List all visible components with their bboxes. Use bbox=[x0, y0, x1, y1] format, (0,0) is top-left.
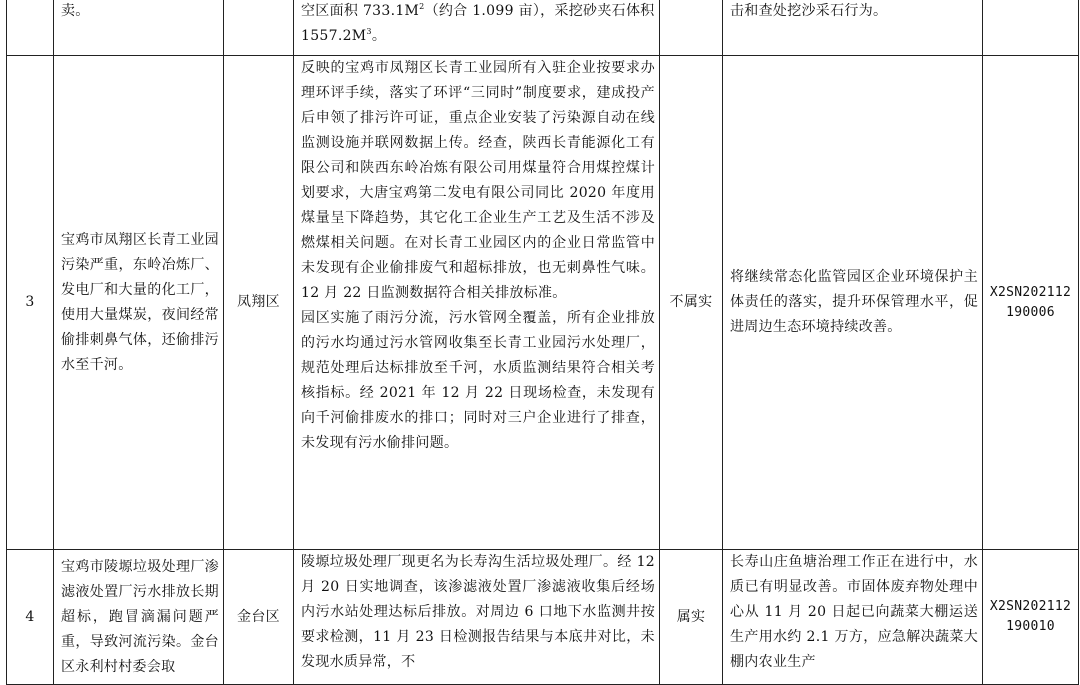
code-cell bbox=[983, 0, 1079, 56]
measure-cell: 将继续常态化监管园区企业环境保护主体责任的落实，提升环保管理水平，促进周边生态环境持续改善。 bbox=[723, 56, 983, 550]
verdict-cell bbox=[660, 0, 723, 56]
code-cell bbox=[983, 56, 1079, 550]
issue-cell: 卖。 bbox=[54, 0, 224, 56]
table-row bbox=[7, 550, 1079, 685]
table-row bbox=[7, 0, 1079, 56]
district-cell: 金台区 bbox=[224, 550, 294, 685]
finding-superscript-a: 2 bbox=[419, 2, 425, 11]
code-line-2: 190006 bbox=[1006, 304, 1055, 320]
finding-cell bbox=[294, 0, 660, 56]
row-index-cell bbox=[7, 0, 54, 56]
finding-paragraph-1: 反映的宝鸡市凤翔区长青工业园所有入驻企业按要求办理环评手续，落实了环评“三同时”制度要求，建成投产后申领了排污许可证，重点企业安装了污染源自动在线监测设施并联网数据上传。经查，陕西长青能源化工有限公司和陕西东岭冶炼有限公司用煤量符合用煤控煤计划要求，大唐宝鸡第二发电有限公司同比 2020 年度用煤量呈下降趋势，其它化工企业生产工艺及生活不涉及燃煤相关问题。在对长青工业园区内的企业日常监管中未发现有企业偷排废气和超标排放，也无刺鼻性气味。12 月 22 日监测数据符合相关排放标准。 bbox=[301, 60, 655, 301]
finding-cell: 陵塬垃圾处理厂现更名为长寿沟生活垃圾处理厂。经 12 月 20 日实地调查，该渗滤液处置厂渗滤液收集后经场内污水站处理达标后排放。对周边 6 口地下水监测井按要求检测，11 月 23 日检测报告结果与本底井对比，未发现水质异常，不 bbox=[294, 550, 660, 685]
finding-text-a: 空区面积 733.1M bbox=[301, 3, 420, 19]
district-cell: 凤翔区 bbox=[224, 56, 294, 550]
row-index-cell: 3 bbox=[7, 56, 54, 550]
measure-cell: 击和查处挖沙采石行为。 bbox=[723, 0, 983, 56]
district-cell bbox=[224, 0, 294, 56]
finding-superscript-b: 3 bbox=[366, 27, 372, 36]
code-line-1: X2SN202112 bbox=[989, 284, 1072, 300]
complaint-table bbox=[6, 0, 1079, 685]
code-line-1: X2SN202112 bbox=[989, 599, 1072, 614]
finding-text-c: 。 bbox=[371, 28, 387, 44]
finding-paragraph-2: 园区实施了雨污分流，污水管网全覆盖，所有企业排放的污水均通过污水管网收集至长青工业园污水处理厂，规范处理后达标排放至千河，水质监测结果符合相关考核指标。经 2021 年 12 月 22 日现场检查，未发现有向千河偷排废水的排口；同时对三户企业进行了排查，未发现有污水偷排问题。 bbox=[301, 310, 655, 451]
verdict-cell: 属实 bbox=[660, 550, 723, 685]
code-line-2: 190010 bbox=[1006, 619, 1055, 634]
finding-text-b: （约合 1.099 亩），采挖砂夹石体积 1557.2M bbox=[301, 3, 655, 44]
row-index-cell: 4 bbox=[7, 550, 54, 685]
issue-cell: 宝鸡市陵塬垃圾处理厂渗滤液处置厂污水排放长期超标，跑冒滴漏问题严重，导致河流污染。金台区永利村村委会取 bbox=[54, 550, 224, 685]
finding-cell bbox=[294, 56, 660, 550]
code-cell bbox=[983, 550, 1079, 685]
verdict-cell: 不属实 bbox=[660, 56, 723, 550]
issue-cell: 宝鸡市凤翔区长青工业园污染严重，东岭冶炼厂、发电厂和大量的化工厂，使用大量煤炭，夜间经常偷排刺鼻气体，还偷排污水至千河。 bbox=[54, 56, 224, 550]
measure-cell: 长寿山庄鱼塘治理工作正在进行中，水质已有明显改善。市固体废弃物处理中心从 11 月 20 日起已向蔬菜大棚运送生产用水约 2.1 万方，应急解决蔬菜大棚内农业生产 bbox=[723, 550, 983, 685]
table-row bbox=[7, 56, 1079, 550]
